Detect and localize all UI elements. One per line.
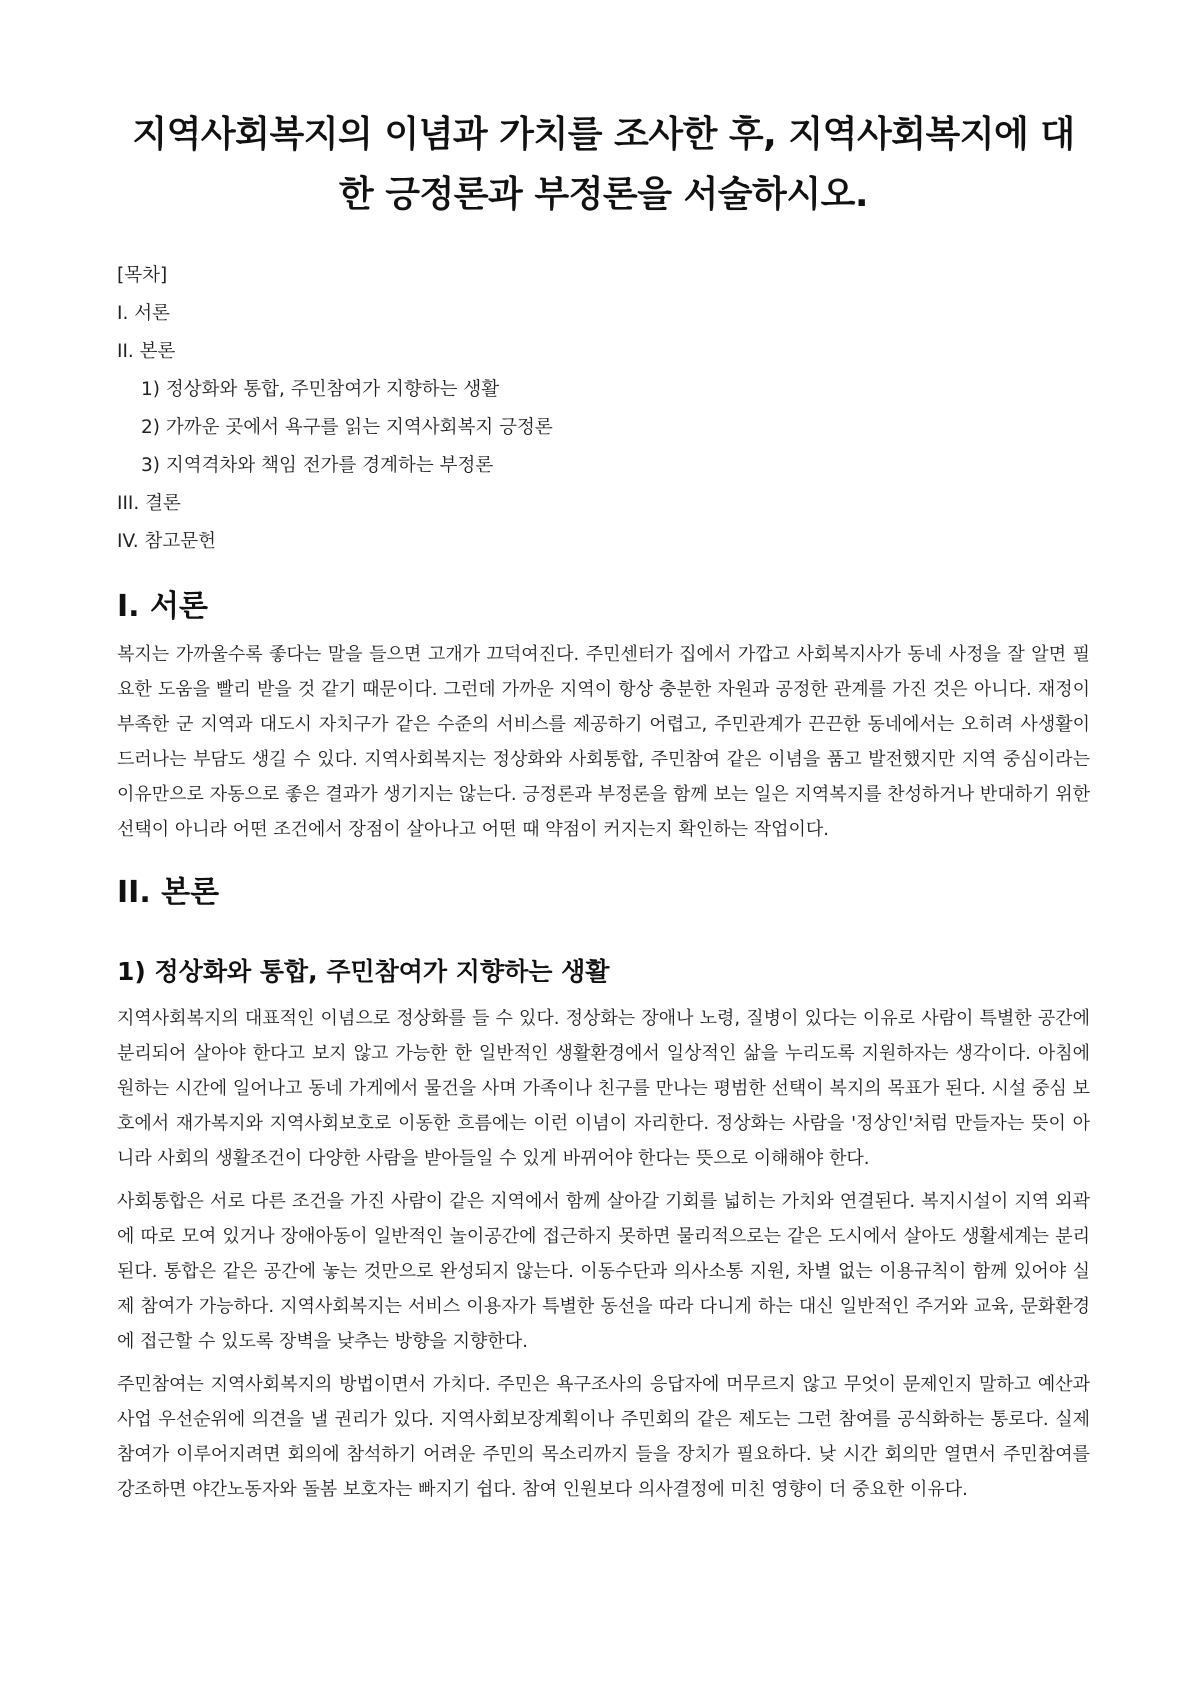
- toc-item-intro: I. 서론: [117, 303, 170, 324]
- body-subsection-1-paragraph-1: 지역사회복지의 대표적인 이념으로 정상화를 들 수 있다. 정상화는 장애나 노령, 질병이 있다는 이유로 사람이 특별한 공간에 분리되어 살아야 한다고 보지 않고 가능한 한 일반적인 생활환경에서 일상적인 삶을 누리도록 지원하자는 생각이다. 아침에 원하는 시간에 일어나고 동네 가게에서 물건을 사며 가족이나 친구를 만나는 평범한 선택이 복지의 목표가 된다. 시설 중심 보호에서 재가복지와 지역사회보호로 이동한 흐름에는 이런 이념이 자리한다. 정상화는 사람을 '정상인'처럼 만들자는 뜻이 아니라 사회의 생활조건이 다양한 사람을 받아들일 수 있게 바뀌어야 한다는 뜻으로 이해해야 한다.: [117, 1008, 1090, 1169]
- body-section: [117, 869, 1090, 1507]
- intro-heading: I. 서론: [117, 589, 208, 624]
- toc-item-body-sub1: 1) 정상화와 통합, 주민참여가 지향하는 생활: [141, 379, 500, 400]
- body-subsection-1-paragraph-2: 사회통합은 서로 다른 조건을 가진 사람이 같은 지역에서 함께 살아갈 기회를 넓히는 가치와 연결된다. 복지시설이 지역 외곽에 따로 모여 있거나 장애아동이 일반적인 놀이공간에 접근하지 못하면 물리적으로는 같은 도시에서 살아도 생활세계는 분리된다. 통합은 같은 공간에 놓는 것만으로 완성되지 않는다. 이동수단과 의사소통 지원, 차별 없는 이용규칙이 함께 있어야 실제 참여가 가능하다. 지역사회복지는 서비스 이용자가 특별한 동선을 따라 다니게 하는 대신 일반적인 주거와 교육, 문화환경에 접근할 수 있도록 장벽을 낮추는 방향을 지향한다.: [117, 1191, 1090, 1352]
- toc-item-body-sub3: 3) 지역격차와 책임 전가를 경계하는 부정론: [141, 455, 494, 476]
- toc-item-conclusion: III. 결론: [117, 493, 181, 514]
- body-subsection-1-paragraph-3: 주민참여는 지역사회복지의 방법이면서 가치다. 주민은 욕구조사의 응답자에 머무르지 않고 무엇이 문제인지 말하고 예산과 사업 우선순위에 의견을 낼 권리가 있다. 지역사회보장계획이나 주민회의 같은 제도는 그런 참여를 공식화하는 통로다. 실제 참여가 이루어지려면 회의에 참석하기 어려운 주민의 목소리까지 들을 장치가 필요하다. 낮 시간 회의만 열면서 주민참여를 강조하면 야간노동자와 돌봄 보호자는 빠지기 쉽다. 참여 인원보다 의사결정에 미친 영향이 더 중요한 이유다.: [117, 1374, 1090, 1500]
- document-title: 지역사회복지의 이념과 가치를 조사한 후, 지역사회복지에 대한 긍정론과 부정론을 서술하시오.: [132, 114, 1075, 215]
- intro-section: [117, 583, 1090, 847]
- body-subsection-1-heading: 1) 정상화와 통합, 주민참여가 지향하는 생활: [117, 957, 610, 986]
- document-page: [117, 105, 1090, 1515]
- toc-item-body-sub2: 2) 가까운 곳에서 욕구를 읽는 지역사회복지 긍정론: [141, 417, 553, 438]
- table-of-contents: [117, 257, 1090, 561]
- toc-label: [목차]: [117, 265, 168, 286]
- toc-item-body: II. 본론: [117, 341, 176, 362]
- intro-paragraph: 복지는 가까울수록 좋다는 말을 들으면 고개가 끄덕여진다. 주민센터가 집에서 가깝고 사회복지사가 동네 사정을 잘 알면 필요한 도움을 빨리 받을 것 같기 때문이다. 그런데 가까운 지역이 항상 충분한 자원과 공정한 관계를 가진 것은 아니다. 재정이 부족한 군 지역과 대도시 자치구가 같은 수준의 서비스를 제공하기 어렵고, 주민관계가 끈끈한 동네에서는 오히려 사생활이 드러나는 부담도 생길 수 있다. 지역사회복지는 정상화와 사회통합, 주민참여 같은 이념을 품고 발전했지만 지역 중심이라는 이유만으로 자동으로 좋은 결과가 생기지는 않는다. 긍정론과 부정론을 함께 보는 일은 지역복지를 찬성하거나 반대하기 위한 선택이 아니라 어떤 조건에서 장점이 살아나고 어떤 때 약점이 커지는지 확인하는 작업이다.: [117, 644, 1090, 840]
- toc-item-references: IV. 참고문헌: [117, 531, 216, 552]
- body-heading: II. 본론: [117, 875, 220, 910]
